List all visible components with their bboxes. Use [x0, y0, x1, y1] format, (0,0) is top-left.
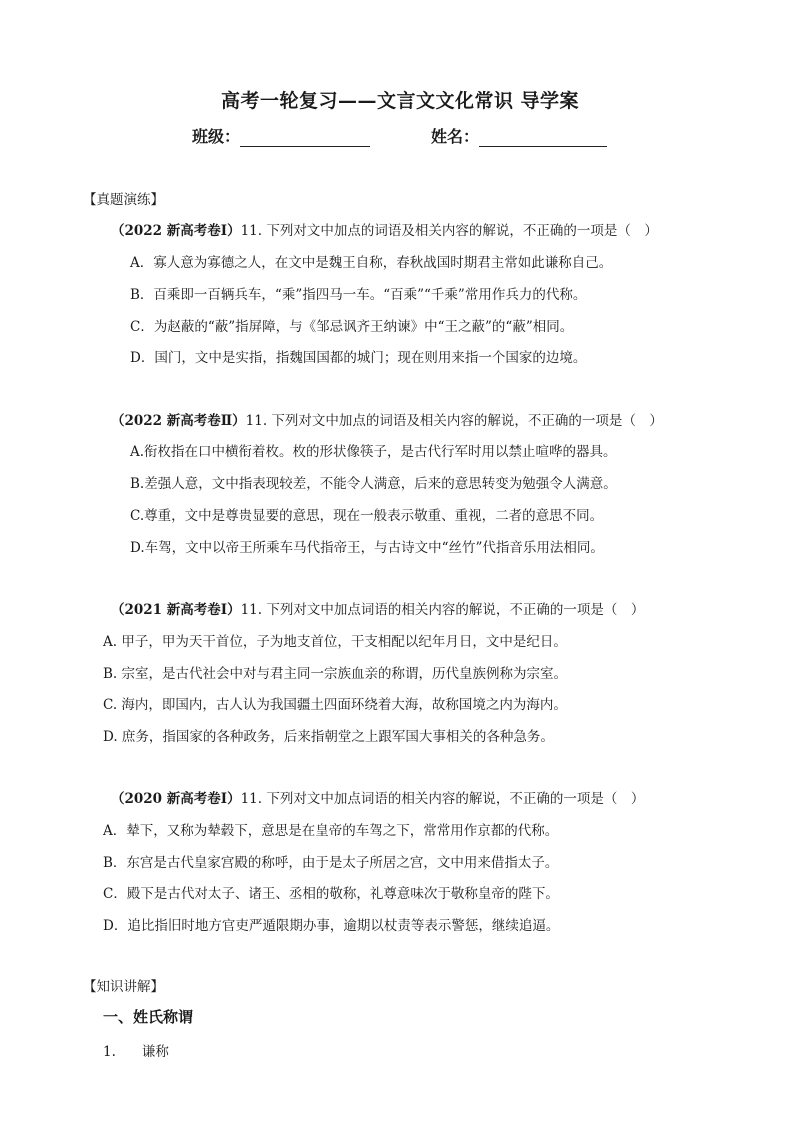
section-practice-heading: 【真题演练】	[83, 192, 164, 208]
question-source: （2020 新高考卷Ⅰ）	[111, 791, 241, 807]
question-source: （2021 新高考卷Ⅰ）	[111, 602, 241, 618]
question-4-option-b: B．东宫是古代皇家宫殿的称呼，由于是太子所居之宫，文中用来借指太子。	[103, 855, 559, 871]
knowledge-item-number: 1.	[103, 1044, 116, 1060]
question-source: （2022 新高考卷Ⅱ）	[111, 413, 246, 429]
question-2-option-b: B.差强人意，文中指表现较差，不能令人满意，后来的意思转变为勉强令人满意。	[130, 476, 617, 492]
question-2-option-a: A.衔枚指在口中横衔着枚。枚的形状像筷子，是古代行军时用以禁止喧哗的器具。	[130, 444, 617, 460]
class-field	[192, 124, 370, 147]
section-knowledge-heading: 【知识讲解】	[83, 979, 164, 995]
knowledge-heading: 一、姓氏称谓	[103, 1008, 194, 1026]
question-4-header	[111, 787, 644, 807]
class-blank[interactable]	[240, 128, 370, 147]
knowledge-item	[103, 1040, 169, 1060]
question-4-option-a: A．辇下，又称为辇毂下，意思是在皇帝的车驾之下，常常用作京都的代称。	[103, 823, 559, 839]
question-3-header	[111, 598, 644, 618]
question-3-option-a: A. 甲子，甲为天干首位，子为地支首位，干支相配以纪年月日，文中是纪日。	[103, 634, 567, 650]
question-stem: 11. 下列对文中加点词语的相关内容的解说，不正确的一项是（ ）	[240, 791, 645, 807]
question-4-option-c: C．殿下是古代对太子、诸王、丞相的敬称，礼尊意味次于敬称皇帝的陛下。	[103, 886, 559, 902]
name-field	[431, 124, 607, 147]
question-3-option-d: D. 庶务，指国家的各种政务，后来指朝堂之上跟军国大事相关的各种急务。	[103, 729, 554, 745]
question-1-option-c: C．为赵蔽的“蔽”指屏障，与《邹忌讽齐王纳谏》中“王之蔽”的“蔽”相同。	[130, 319, 574, 335]
question-2-option-d: D.车驾，文中以帝王所乘车马代指帝王，与古诗文中“丝竹”代指音乐用法相同。	[130, 540, 604, 556]
question-1-header	[111, 219, 658, 239]
name-label: 姓名：	[431, 127, 480, 146]
page-title: 高考一轮复习——文言文文化常识 导学案	[220, 90, 580, 112]
question-stem: 11. 下列对文中加点的词语及相关内容的解说，不正确的一项是（ ）	[245, 413, 663, 429]
question-stem: 11. 下列对文中加点词语的相关内容的解说，不正确的一项是（ ）	[240, 602, 645, 618]
question-source: （2022 新高考卷Ⅰ）	[111, 223, 241, 239]
question-2-option-c: C.尊重，文中是尊贵显要的意思，现在一般表示敬重、重视，二者的意思不同。	[130, 508, 604, 524]
question-stem: 11. 下列对文中加点的词语及相关内容的解说，不正确的一项是（ ）	[240, 223, 658, 239]
class-label: 班级：	[192, 127, 241, 146]
question-1-option-d: D．国门，文中是实指，指魏国国都的城门；现在则用来指一个国家的边境。	[130, 350, 587, 366]
question-4-option-d: D．追比指旧时地方官吏严遁限期办事，逾期以杖责等表示警惩，继续追逼。	[103, 918, 560, 934]
question-3-option-c: C. 海内，即国内，古人认为我国疆土四面环绕着大海，故称国境之内为海内。	[103, 697, 567, 713]
knowledge-item-text: 谦称	[141, 1044, 169, 1060]
name-blank[interactable]	[479, 128, 607, 147]
question-2-header	[111, 409, 663, 429]
question-1-option-a: A．寡人意为寡德之人，在文中是魏王自称，春秋战国时期君主常如此谦称自己。	[130, 255, 613, 271]
question-3-option-b: B. 宗室，是古代社会中对与君主同一宗族血亲的称谓，历代皇族例称为宗室。	[103, 666, 568, 682]
question-1-option-b: B．百乘即一百辆兵车，“乘”指四马一车。“百乘”“千乘”常用作兵力的代称。	[130, 287, 587, 303]
